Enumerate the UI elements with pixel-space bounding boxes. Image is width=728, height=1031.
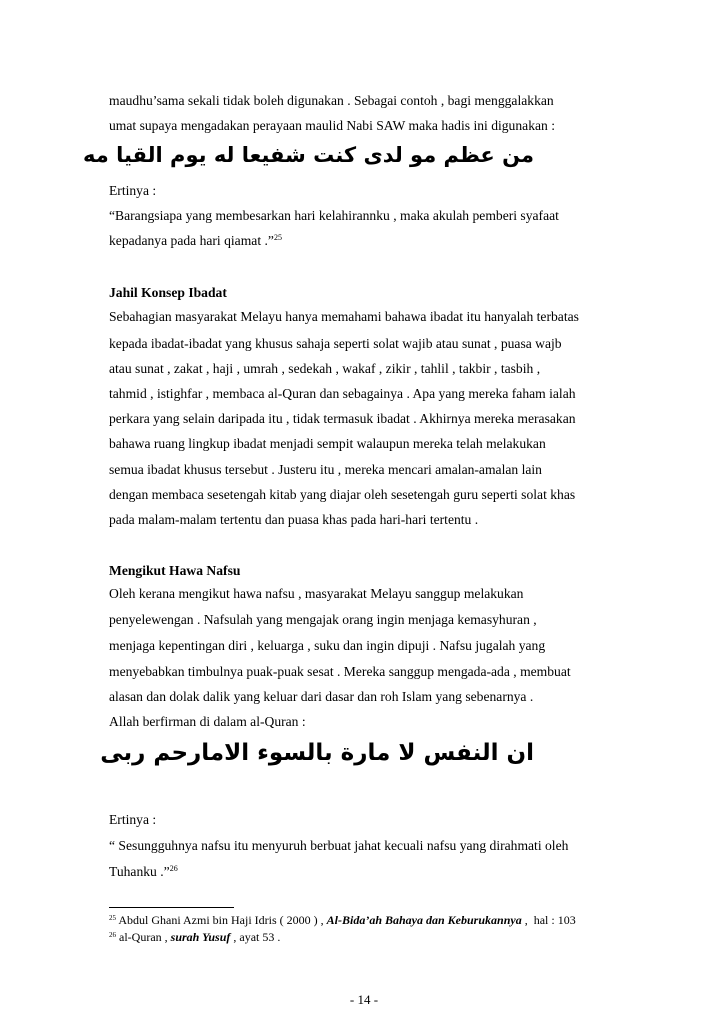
footnote-text: , ayat 53 . — [230, 930, 281, 944]
body-text-line: menjaga kepentingan diri , keluarga , suku dan ingin dipuji . Nafsu jugalah yang — [109, 638, 546, 653]
body-text-line: maudhu’sama sekali tidak boleh digunakan . Sebagai contoh , bagi menggalakkan — [109, 93, 554, 108]
footnote-separator — [109, 907, 234, 908]
translation-quote-end: kepadanya pada hari qiamat .” — [109, 233, 274, 248]
footnote-25 — [109, 913, 576, 927]
body-text-line: penyelewengan . Nafsulah yang mengajak orang ingin menjaga kemasyhuran , — [109, 612, 537, 627]
ertinya-label: Ertinya : — [109, 183, 157, 198]
translation-quote-end: Tuhanku .” — [109, 864, 170, 879]
footnote-text: Abdul Ghani Azmi bin Haji Idris ( 2000 ) , — [116, 913, 327, 927]
body-text-line: dengan membaca sesetengah kitab yang diajar oleh sesetengah guru seperti solat khas — [109, 487, 576, 502]
body-text-line: semua ibadat khusus tersebut . Justeru itu , mereka mencari amalan-amalan lain — [109, 462, 542, 477]
body-text-line: menyebabkan timbulnya puak-puak sesat . Mereka sanggup mengada-ada , membuat — [109, 664, 571, 679]
body-text-line: Oleh kerana mengikut hawa nafsu , masyarakat Melayu sanggup melakukan — [109, 586, 524, 601]
ertinya-label: Ertinya : — [109, 812, 157, 827]
page-number: - 14 - — [349, 992, 379, 1007]
arabic-quran-verse: ان النفس لا مارة بالسوء الامارحم ربى — [100, 740, 534, 766]
body-text-line: kepada ibadat-ibadat yang khusus sahaja seperti solat wajib atau sunat , puasa wajb — [109, 336, 562, 351]
section-heading-jahil-konsep-ibadat: Jahil Konsep Ibadat — [109, 285, 227, 300]
footnote-ref-26: 26 — [169, 864, 178, 873]
arabic-hadith-text: من عظم مو لدى كنت شفيعا له يوم القيا مه — [83, 143, 534, 167]
footnote-text: , hal : 103 — [521, 913, 576, 927]
translation-quote-line: “ Sesungguhnya nafsu itu menyuruh berbuat jahat kecuali nafsu yang dirahmati oleh — [109, 838, 569, 853]
footnote-26 — [109, 930, 280, 944]
footnote-text: al-Quran , — [116, 930, 171, 944]
translation-quote-line: “Barangsiapa yang membesarkan hari kelahirannku , maka akulah pemberi syafaat — [109, 208, 559, 223]
body-text-line: alasan dan dolak dalik yang keluar dari dasar dan roh Islam yang sebenarnya . — [109, 689, 534, 704]
footnote-number: 26 — [109, 931, 116, 939]
body-text-line: Allah berfirman di dalam al-Quran : — [109, 714, 306, 729]
footnote-surah-title: surah Yusuf — [170, 930, 231, 944]
footnote-number: 25 — [109, 914, 116, 922]
body-text-line: atau sunat , zakat , haji , umrah , sedekah , wakaf , zikir , tahlil , takbir , tasbih , — [109, 361, 541, 376]
body-text-line: umat supaya mengadakan perayaan maulid Nabi SAW maka hadis ini digunakan : — [109, 118, 555, 133]
footnote-ref-25: 25 — [273, 233, 282, 242]
body-text-line: tahmid , istighfar , membaca al-Quran dan sebagainya . Apa yang mereka faham ialah — [109, 386, 576, 401]
body-text-line: pada malam-malam tertentu dan puasa khas pada hari-hari tertentu . — [109, 512, 479, 527]
translation-quote-line — [109, 864, 178, 880]
translation-quote-line — [109, 233, 282, 249]
section-heading-mengikut-hawa-nafsu: Mengikut Hawa Nafsu — [109, 563, 241, 578]
body-text-line: perkara yang selain daripada itu , tidak termasuk ibadat . Akhirnya mereka merasakan — [109, 411, 576, 426]
body-text-line: Sebahagian masyarakat Melayu hanya memahami bahawa ibadat itu hanyalah terbatas — [109, 309, 579, 324]
body-text-line: bahawa ruang lingkup ibadat menjadi sempit walaupun mereka telah melakukan — [109, 436, 546, 451]
footnote-book-title: Al-Bida’ah Bahaya dan Keburukannya — [326, 913, 522, 927]
